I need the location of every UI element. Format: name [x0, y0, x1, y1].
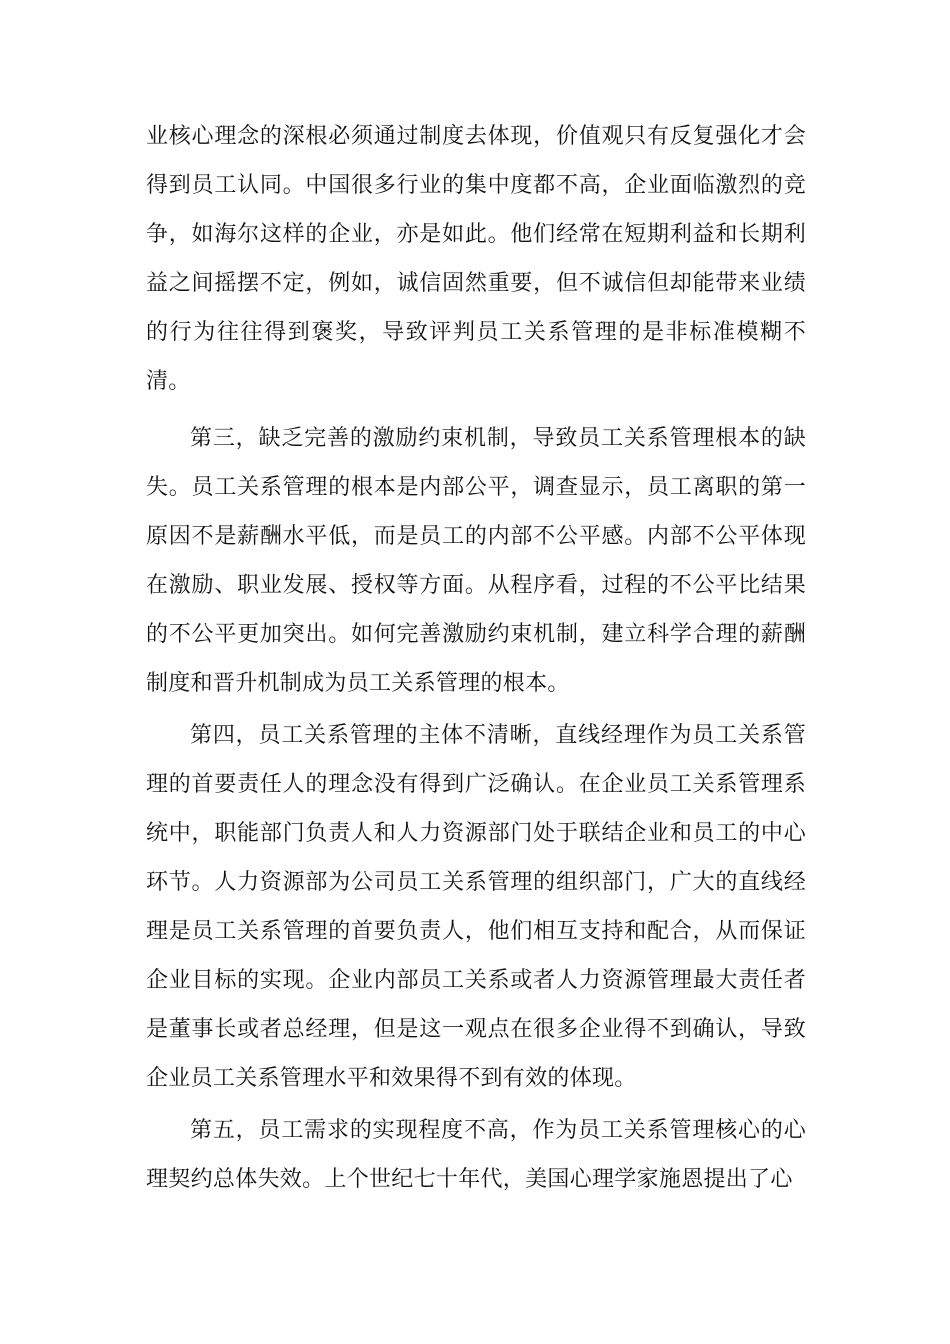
paragraph-third-point: 第三，缺乏完善的激励约束机制，导致员工关系管理根本的缺失。员工关系管理的根本是内部公平，调查显示，员工离职的第一原因不是薪酬水平低，而是员工的内部不公平感。内部不公平体现在激励、职业发展、授权等方面。从程序看，过程的不公平比结果的不公平更加突出。如何完善激励约束机制，建立科学合理的薪酬制度和晋升机制成为员工关系管理的根本。	[146, 426, 806, 696]
paragraph-fourth-point: 第四，员工关系管理的主体不清晰，直线经理作为员工关系管理的首要责任人的理念没有得到广泛确认。在企业员工关系管理系统中，职能部门负责人和人力资源部门处于联结企业和员工的中心环节。人力资源部为公司员工关系管理的组织部门，广大的直线经理是员工关系管理的首要负责人，他们相互支持和配合，从而保证企业目标的实现。企业内部员工关系或者人力资源管理最大责任者是董事长或者总经理，但是这一观点在很多企业得不到确认，导致企业员工关系管理水平和效果得不到有效的体现。	[146, 723, 806, 1091]
paragraph-fifth-point: 第五，员工需求的实现程度不高，作为员工关系管理核心的心理契约总体失效。上个世纪七十年代，美国心理学家施恩提出了心	[146, 1118, 806, 1192]
paragraph-continuation: 业核心理念的深根必须通过制度去体现，价值观只有反复强化才会得到员工认同。中国很多行业的集中度都不高，企业面临激烈的竞争，如海尔这样的企业，亦是如此。他们经常在短期利益和长期利益之间摇摆不定，例如，诚信固然重要，但不诚信但却能带来业绩的行为往往得到褒奖，导致评判员工关系管理的是非标准模糊不清。	[146, 124, 806, 394]
